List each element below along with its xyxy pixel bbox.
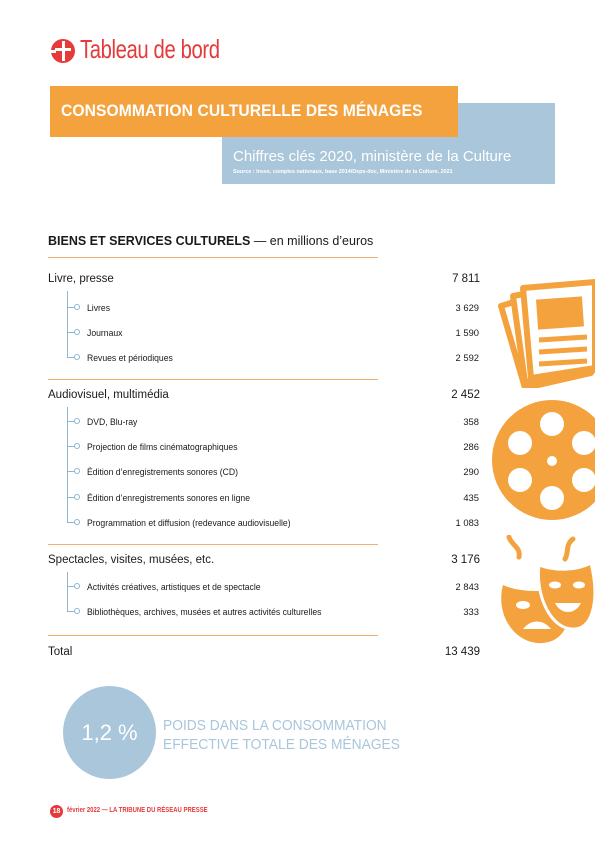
tree-node (74, 519, 80, 525)
category-value: 7 811 (452, 273, 480, 285)
table-title-text: BIENS ET SERVICES CULTURELS (48, 234, 251, 248)
divider (48, 379, 378, 380)
sub-item-label: Programmation et diffusion (redevance audiovisuelle) (87, 517, 291, 528)
category-label: Spectacles, visites, musées, etc. (48, 554, 215, 566)
sub-item-label: Édition d’enregistrements sonores en ligne (87, 492, 251, 503)
film-reel-icon (490, 398, 595, 523)
tree-line (67, 291, 68, 357)
total-value: 13 439 (444, 646, 480, 658)
divider (48, 257, 378, 258)
sub-item-value: 3 629 (455, 302, 479, 313)
tree-node (74, 304, 80, 310)
tree-node (74, 583, 80, 589)
tree-node (74, 354, 80, 360)
total-label: Total (48, 646, 73, 658)
sub-item-label: Projection de films cinématographiques (87, 441, 238, 452)
sub-item-label: DVD, Blu-ray (87, 416, 138, 427)
category-value: 2 452 (451, 389, 480, 401)
theatre-masks-icon (495, 535, 595, 650)
table-title (48, 234, 373, 248)
tree-node (74, 329, 80, 335)
sub-item-label: Livres (87, 302, 111, 313)
sub-item-label: Revues et périodiques (87, 352, 173, 363)
category-value: 3 176 (451, 554, 480, 566)
category-label: Audiovisuel, multimédia (48, 389, 169, 401)
sub-item-value: 2 592 (455, 352, 479, 363)
divider (48, 635, 378, 636)
divider (48, 544, 378, 545)
table-unit: — en millions d’euros (250, 234, 374, 248)
page-number: 18 (50, 805, 63, 818)
sub-item-value: 1 590 (455, 327, 479, 338)
stat-value: 1,2 % (81, 720, 138, 745)
source-note: Source : Insee, comptes nationaux, base 2014/Deps-doc, Ministère de la Culture, 2021 (233, 169, 453, 175)
brand-title: Tableau de bord (80, 34, 220, 64)
stat-label-line2: EFFECTIVE TOTALE DES MÉNAGES (163, 736, 400, 753)
sub-item-value: 1 083 (455, 517, 479, 528)
subtitle: Chiffres clés 2020, ministère de la Culture (233, 148, 512, 165)
tree-node (74, 468, 80, 474)
stat-label (163, 716, 400, 754)
tree-line (67, 407, 68, 522)
tree-node (74, 608, 80, 614)
logo-icon (50, 38, 76, 64)
newspaper-icon (495, 278, 595, 388)
tree-node (74, 443, 80, 449)
tree-line (67, 572, 68, 611)
section-title: CONSOMMATION CULTURELLE DES MÉNAGES (61, 101, 423, 120)
sub-item-value: 435 (463, 492, 479, 503)
sub-item-value: 333 (463, 606, 479, 617)
stat-label-line1: POIDS DANS LA CONSOMMATION (163, 717, 387, 734)
sub-item-value: 358 (463, 416, 479, 427)
sub-item-label: Journaux (87, 327, 123, 338)
sub-item-value: 286 (463, 441, 479, 452)
sub-item-value: 2 843 (455, 581, 479, 592)
sub-item-label: Édition d’enregistrements sonores (CD) (87, 466, 239, 477)
tree-node (74, 418, 80, 424)
tree-node (74, 494, 80, 500)
sub-item-label: Bibliothèques, archives, musées et autres activités culturelles (87, 606, 322, 617)
footer-text: février 2022 — LA TRIBUNE DU RÉSEAU PRESSE (67, 807, 208, 814)
category-label: Livre, presse (48, 273, 114, 285)
sub-item-label: Activités créatives, artistiques et de spectacle (87, 581, 261, 592)
sub-item-value: 290 (463, 466, 479, 477)
